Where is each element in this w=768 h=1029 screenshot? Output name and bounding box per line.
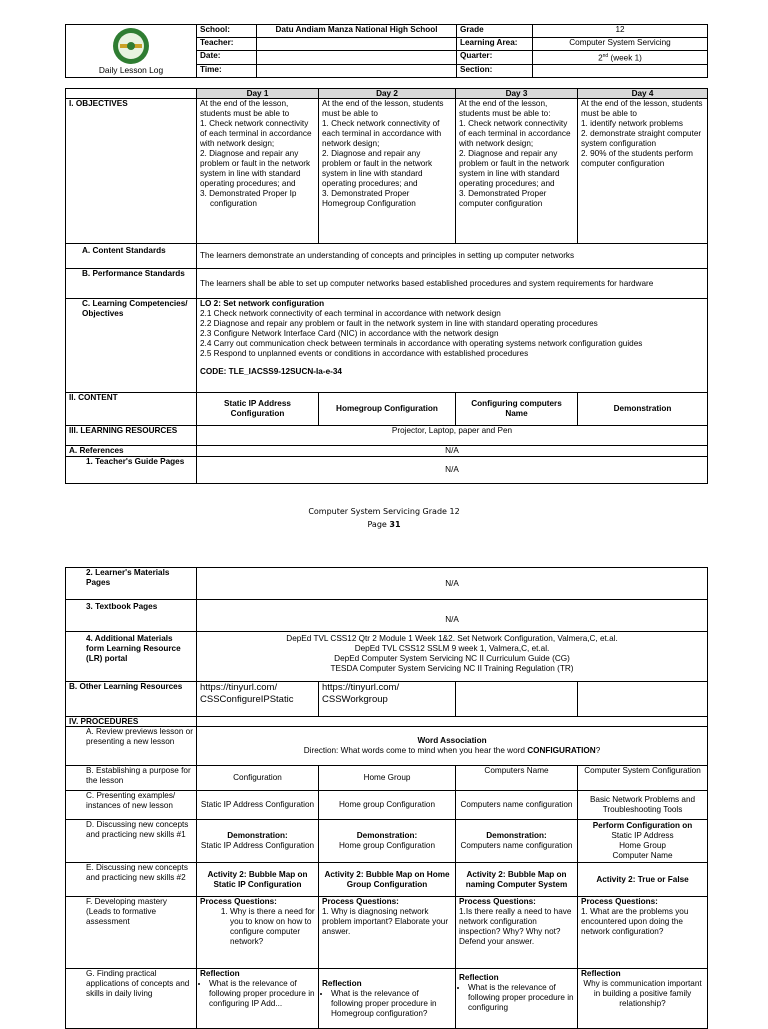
school-value: Datu Andiam Manza National High School: [257, 25, 457, 38]
demo-text: Home group Configuration: [338, 841, 436, 850]
reflection-title: Reflection: [200, 969, 240, 978]
content-standards-value: The learners demonstrate an understanding of concepts and principles in setting up computer networks: [197, 244, 708, 269]
objectives-day1-text: At the end of the lesson, students must be able to 1. Check network connectivity of each terminal in accordance with network design; 2. Diagnose and repair any problem or fault in the network system in line with standard operating procedures; and 3. Demonstrated Proper Ip: [200, 99, 312, 198]
date-value: [257, 51, 457, 65]
direction-keyword: CONFIGURATION: [527, 746, 596, 755]
additional-material-line: DepEd TVL CSS12 SSLM 9 week 1, Valmera,C, et.al.: [354, 644, 550, 653]
performance-standards-label: B. Performance Standards: [66, 269, 197, 299]
proc-e-day4: Activity 2: True or False: [578, 863, 708, 897]
section-value: [533, 64, 708, 77]
performance-standards-value: The learners shall be able to set up computer networks based established procedures and system requirements for hardware: [197, 269, 708, 299]
competency-item: 2.4 Carry out communication check between terminals in accordance with operating systems network configuration guides: [200, 339, 643, 348]
word-association-direction: [200, 746, 704, 756]
competency-item: 2.2 Diagnose and repair any problem or fault in the network system in line with standard operating procedures: [200, 319, 598, 328]
proc-a-label: A. Review previews lesson or presenting a new lesson: [66, 727, 197, 766]
other-resources-label: B. Other Learning Resources: [66, 682, 197, 717]
content-day1: Static IP Address Configuration: [197, 393, 319, 426]
proc-e-day1: Activity 2: Bubble Map on Static IP Configuration: [197, 863, 319, 897]
proc-g-day3: [456, 969, 578, 1029]
process-question: 1. Why is diagnosing network problem important? Elaborate your answer.: [322, 907, 449, 936]
reflection-title: Reflection: [322, 979, 362, 988]
demo-text: Computers name configuration: [460, 841, 573, 850]
textbook-value: N/A: [197, 600, 708, 632]
day-1-header: Day 1: [197, 89, 319, 99]
additional-materials-label: 4. Additional Materials form Learning Resource (LR) portal: [66, 632, 197, 682]
proc-d-day4: [578, 820, 708, 863]
content-day4: Demonstration: [578, 393, 708, 426]
references-value: N/A: [197, 446, 708, 457]
day-2-header: Day 2: [319, 89, 456, 99]
learners-materials-label: 2. Learner's Materials Pages: [66, 568, 197, 600]
content-label: II. CONTENT: [66, 393, 197, 426]
procedures-blank: [197, 717, 708, 727]
quarter-suffix: nd: [602, 53, 609, 59]
objectives-label: I. OBJECTIVES: [66, 99, 197, 244]
additional-material-line: DepEd Computer System Servicing NC II Curriculum Guide (CG): [334, 654, 570, 663]
competency-item: 2.5 Respond to unplanned events or conditions in accordance with established procedures: [200, 349, 529, 358]
competency-item: 2.1 Check network connectivity of each terminal in accordance with network design: [200, 309, 501, 318]
school-label: School:: [197, 25, 257, 38]
quarter-week: (week 1): [608, 53, 642, 63]
proc-g-day2: [319, 969, 456, 1029]
competencies-label: C. Learning Competencies/ Objectives: [66, 299, 197, 393]
demo-title: Demonstration:: [486, 831, 547, 840]
teachers-guide-label: 1. Teacher's Guide Pages: [66, 457, 197, 484]
competency-item: 2.3 Configure Network Interface Card (NIC) in accordance with the network design: [200, 329, 499, 338]
other-resources-day1[interactable]: [197, 682, 319, 717]
other-resources-day4: [578, 682, 708, 717]
process-question: 1.Is there really a need to have network configuration inspection? Why? Why not? Defend your answer.: [459, 907, 572, 946]
resources-value: Projector, Laptop, paper and Pen: [197, 426, 708, 446]
proc-b-day1: Configuration: [197, 766, 319, 791]
proc-b-day4: Computer System Configuration: [578, 766, 708, 791]
demo-title: Demonstration:: [227, 831, 288, 840]
school-seal-logo: [112, 27, 150, 65]
teacher-value: [257, 38, 457, 51]
page-number: 31: [389, 520, 401, 529]
grade-label: Grade: [457, 25, 533, 38]
quarter-value: [533, 51, 708, 65]
other-resources-day3: [456, 682, 578, 717]
learners-materials-value: N/A: [197, 568, 708, 600]
competencies-code: CODE: TLE_IACSS9-12SUCN-Ia-e-34: [200, 367, 342, 376]
competencies-title: LO 2: Set network configuration: [200, 299, 325, 308]
content-standards-label: A. Content Standards: [66, 244, 197, 269]
proc-e-day2: Activity 2: Bubble Map on Home Group Configuration: [319, 863, 456, 897]
process-questions-title: Process Questions:: [200, 897, 277, 906]
other-resources-day2[interactable]: [319, 682, 456, 717]
process-question-list: [200, 907, 315, 947]
objectives-day4: At the end of the lesson, students must be able to 1. identify network problems 2. demonstrate straight computer system configuration 2. 90% of the students perform computer configuration: [578, 99, 708, 244]
reflection-title: Reflection: [581, 969, 621, 978]
additional-materials-cell: [197, 632, 708, 682]
objectives-day2: At the end of the lesson, students must be able to 1. Check network connectivity of each terminal in accordance with network design; 2. Diagnose and repair any problem or fault in the network system in line with standard operating procedures; and 3. Demonstrated Proper Homegroup Configuration: [319, 99, 456, 244]
proc-f-day1: [197, 897, 319, 969]
content-day2: Homegroup Configuration: [319, 393, 456, 426]
lesson-table-page1: [65, 88, 708, 484]
procedures-label: IV. PROCEDURES: [66, 717, 197, 727]
process-question: 1. Why is there a need for you to know on how to configure computer network?: [230, 907, 315, 947]
textbook-label: 3. Textbook Pages: [66, 600, 197, 632]
proc-b-label: B. Establishing a purpose for the lesson: [66, 766, 197, 791]
proc-d-day3: [456, 820, 578, 863]
proc-f-day4: [578, 897, 708, 969]
reflection-list: [322, 989, 452, 1019]
demo-title: Demonstration:: [356, 831, 418, 840]
page-footer-title: Computer System Servicing Grade 12: [308, 507, 460, 516]
header-table: [65, 24, 708, 78]
reflection-item: • What is the relevance of following proper procedure in configuring: [468, 983, 574, 1013]
process-questions-title: Process Questions:: [459, 897, 536, 906]
process-question: 1. What are the problems you encountered upon doing the network configuration?: [581, 907, 689, 936]
blank-head-cell: [66, 89, 197, 99]
reflection-list: [200, 979, 315, 1009]
quarter-label: Quarter:: [457, 51, 533, 65]
perform-text: Static IP Address Home Group Computer Name: [611, 831, 674, 860]
quarter-number: 2: [598, 53, 603, 63]
demo-text: Static IP Address Configuration: [200, 841, 315, 850]
learning-area-label: Learning Area:: [457, 38, 533, 51]
proc-b-day2: Home Group: [319, 766, 456, 791]
additional-material-line: DepEd TVL CSS12 Qtr 2 Module 1 Week 1&2. Set Network Configuration, Valmera,C, et.al.: [286, 634, 618, 643]
teachers-guide-value: N/A: [197, 457, 708, 484]
teacher-label: Teacher:: [197, 38, 257, 51]
tinyurl-workgroup-line1[interactable]: https://tinyurl.com/: [322, 682, 400, 693]
tinyurl-workgroup-line2[interactable]: CSSWorkgroup: [322, 694, 388, 705]
time-label: Time:: [197, 64, 257, 77]
proc-f-day3: [456, 897, 578, 969]
day-4-header: Day 4: [578, 89, 708, 99]
objectives-day3: At the end of the lesson, students must be able to: 1. Check network connectivity of each terminal in accordance with network design; 2. Diagnose and repair any problem or fault in the network system in line with standard operating procedures; and 3. Demonstrated Proper computer configuration: [456, 99, 578, 244]
objectives-day1-tail: configuration: [210, 199, 257, 208]
reflection-item: Why is communication important in building a positive family relationship?: [583, 979, 702, 1008]
word-association-title: Word Association: [417, 736, 487, 745]
resources-label: III. LEARNING RESOURCES: [66, 426, 197, 446]
proc-c-day2: Home group Configuration: [319, 791, 456, 820]
process-questions-title: Process Questions:: [322, 897, 399, 906]
competencies-cell: [197, 299, 708, 393]
direction-end: ?: [595, 746, 601, 755]
proc-f-day2: [319, 897, 456, 969]
reflection-item: • What is the relevance of following proper procedure in Homegroup configuration?: [331, 989, 452, 1019]
time-value: [257, 64, 457, 77]
school-logo-cell: [66, 25, 197, 78]
proc-g-day4: [578, 969, 708, 1029]
content-day3: Configuring computers Name: [456, 393, 578, 426]
proc-c-day4: Basic Network Problems and Troubleshooting Tools: [578, 791, 708, 820]
process-questions-title: Process Questions:: [581, 897, 658, 906]
proc-d-label: D. Discussing new concepts and practicing new skills #1: [66, 820, 197, 863]
proc-d-day1: [197, 820, 319, 863]
direction-text: Direction: What words come to mind when you hear the word: [303, 746, 528, 755]
page-label: Page: [367, 520, 390, 529]
perform-title: Perform Configuration on: [592, 821, 693, 830]
proc-a-cell: [197, 727, 708, 766]
proc-b-day3: Computers Name: [456, 766, 578, 791]
proc-f-label: F. Developing mastery (Leads to formative assessment: [66, 897, 197, 969]
proc-c-day1: Static IP Address Configuration: [197, 791, 319, 820]
lesson-table-page2: [65, 567, 708, 1029]
proc-d-day2: [319, 820, 456, 863]
reflection-item: • What is the relevance of following proper procedure in configuring IP Add...: [209, 979, 315, 1009]
proc-e-label: E. Discussing new concepts and practicing new skills #2: [66, 863, 197, 897]
proc-g-day1: [197, 969, 319, 1029]
proc-g-label: G. Finding practical applications of concepts and skills in daily living: [66, 969, 197, 1029]
page-footer-number: [0, 519, 768, 530]
proc-c-label: C. Presenting examples/ instances of new lesson: [66, 791, 197, 820]
additional-material-line: TESDA Computer System Servicing NC II Training Regulation (TR): [330, 664, 574, 673]
proc-e-day3: Activity 2: Bubble Map on naming Computer System: [456, 863, 578, 897]
grade-value: 12: [533, 25, 708, 38]
date-label: Date:: [197, 51, 257, 65]
objectives-day1: [197, 99, 319, 244]
learning-area-value: Computer System Servicing: [533, 38, 708, 51]
day-3-header: Day 3: [456, 89, 578, 99]
reflection-title: Reflection: [459, 973, 499, 982]
logo-caption: Daily Lesson Log: [98, 65, 164, 76]
section-label: Section:: [457, 64, 533, 77]
reflection-list: [459, 983, 574, 1013]
proc-c-day3: Computers name configuration: [456, 791, 578, 820]
references-label: A. References: [66, 446, 197, 457]
tinyurl-static-line2[interactable]: CSSConfigureIPStatic: [200, 694, 294, 705]
tinyurl-static-line1[interactable]: https://tinyurl.com/: [200, 682, 278, 693]
